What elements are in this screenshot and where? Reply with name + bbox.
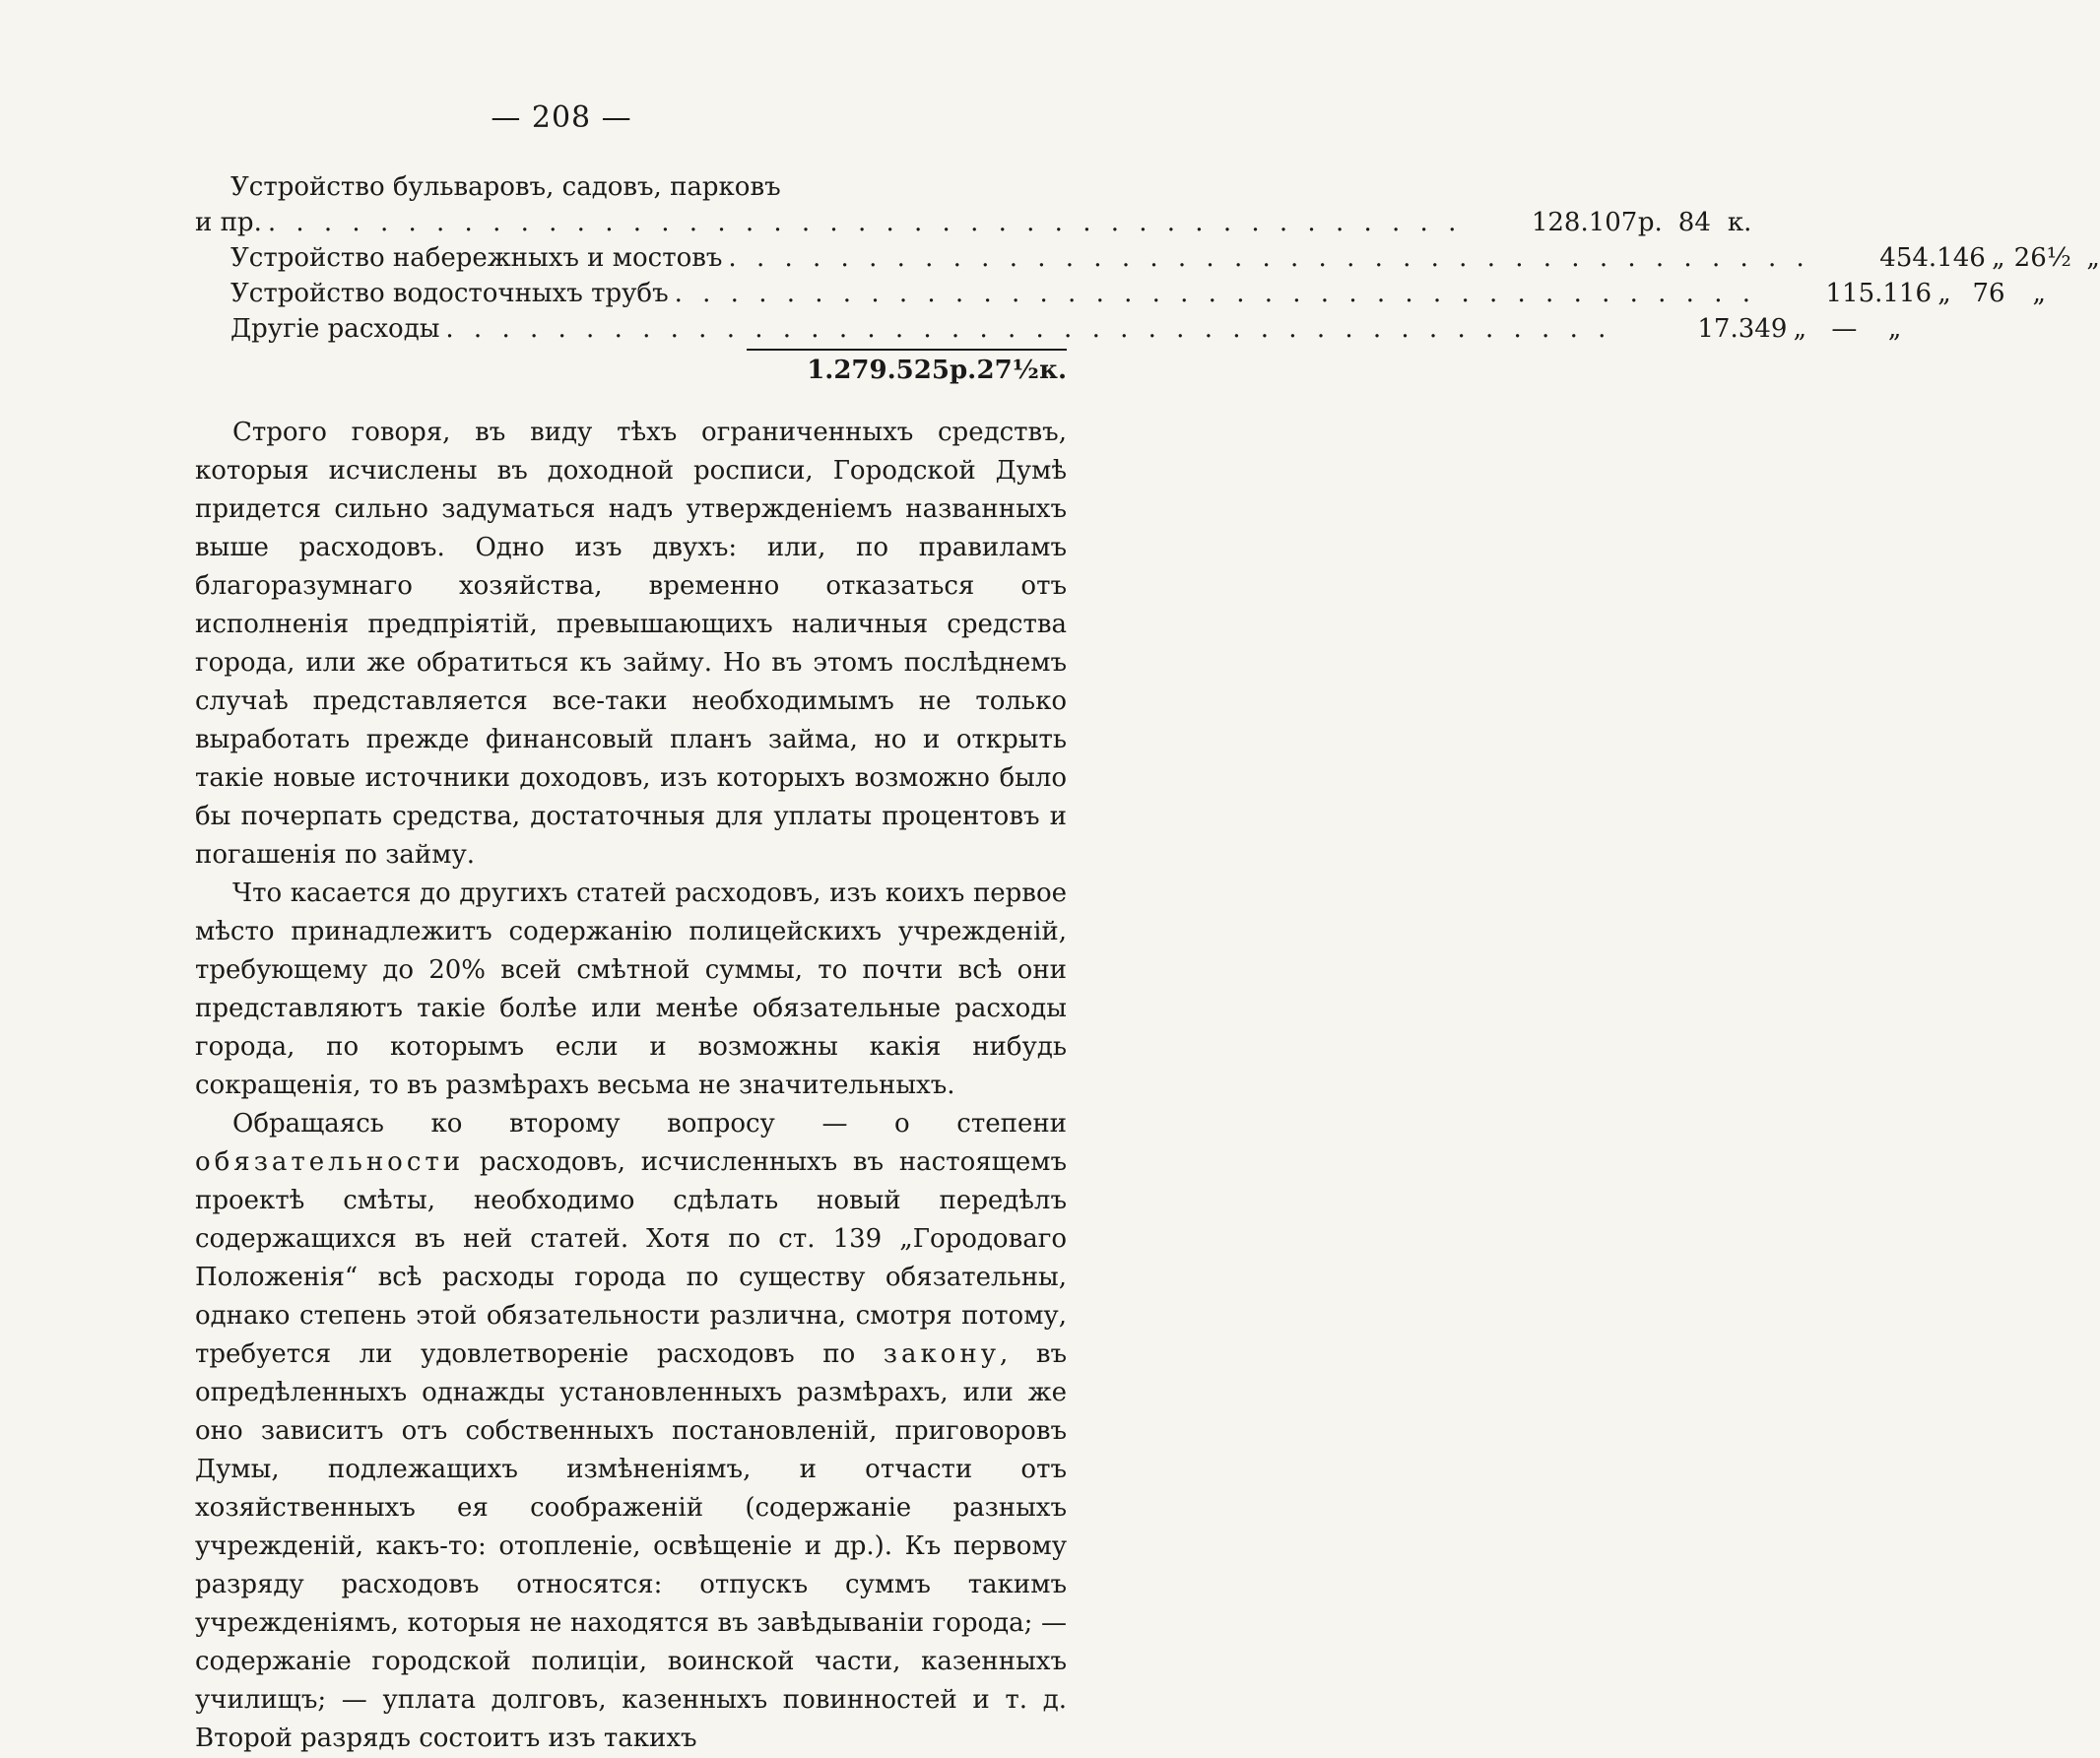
- paragraph: Что касается до другихъ статей расходовъ, изъ коихъ первое мѣсто принадлежитъ содержанію полицейскихъ учрежденій, требующему до 20% всей смѣтной суммы, то почти всѣ они представляютъ такіе болѣе или менѣе обязательные расходы города, по которымъ если и возможны какія нибудь сокращенія, то въ размѣрахъ весьма не значительныхъ.: [195, 879, 1067, 1100]
- ledger-row-label: и пр.: [195, 208, 262, 237]
- dot-leader: . . . . . . . . . . . . . . . . . . . . . . . . . . . . . . . . . . . . . . .: [674, 279, 1757, 308]
- dot-leader: . . . . . . . . . . . . . . . . . . . . . . . . . . . . . . . . . . . . . . . . . . .: [267, 208, 1463, 237]
- dot-leader: . . . . . . . . . . . . . . . . . . . . . . . . . . . . . . . . . . . . . . . . . .: [445, 314, 1612, 344]
- ledger-row-label: Другіе расходы: [230, 314, 440, 344]
- ledger-total: [195, 351, 1067, 390]
- ledger-unit: „: [1793, 314, 1807, 344]
- ledger-unit: „: [1992, 243, 2005, 273]
- ledger-row: [195, 205, 1752, 240]
- expense-ledger: [195, 169, 2100, 390]
- page-number: — 208 —: [491, 100, 632, 135]
- ledger-kopecks: 84: [1677, 208, 1711, 237]
- paragraph: [195, 1105, 1067, 1758]
- ledger-amount: 454.146: [1879, 243, 1986, 273]
- spaced-emphasis: обязательности: [195, 1147, 465, 1177]
- ledger-row: [195, 240, 2100, 276]
- ledger-amount: 17.349: [1697, 314, 1788, 344]
- ledger-row: [195, 311, 1902, 347]
- paragraph-text: расходовъ, исчисленныхъ въ настоящемъ проектѣ смѣты, необходимо сдѣлать новый передѣлъ содержащихся въ ней статей. Хотя по ст. 139 „Городоваго Положенія“ всѣ расходы города по существу обязательны, однако степень этой обязательности различна, смотря потому, требуется ли удовлетвореніе расходовъ по: [195, 1147, 1067, 1369]
- ledger-amount: 128.107: [1531, 208, 1638, 237]
- ledger-kop-unit: „: [2086, 243, 2100, 273]
- ledger-kop-unit: „: [2032, 279, 2047, 308]
- ledger-unit: р.: [1637, 208, 1663, 237]
- total-unit: р.: [949, 356, 977, 385]
- ledger-amount: 115.116: [1825, 279, 1933, 308]
- dot-leader: . . . . . . . . . . . . . . . . . . . . . . . . . . . . . . . . . . . . . . .: [728, 243, 1810, 273]
- ledger-kopecks: —: [1831, 314, 1858, 344]
- paragraph-text: , въ опредѣленныхъ однажды установленныхъ размѣрахъ, или же оно зависитъ отъ собственныхъ постановленій, приговоровъ Думы, подлежащихъ измѣненіямъ, и отчасти отъ хозяйственныхъ ея соображеній (содержаніе разныхъ учрежденій, какъ-то: отопленіе, освѣщеніе и др.). Къ первому разряду расходовъ относятся: отпускъ суммъ такимъ учрежденіямъ, которыя не находятся въ завѣдываніи города; — содержаніе городской полиціи, воинской части, казенныхъ училищъ; — уплата долговъ, казенныхъ повинностей и т. д. Второй разрядъ состоитъ изъ такихъ: [195, 1339, 1067, 1753]
- ledger-row-label: Устройство набережныхъ и мостовъ: [230, 243, 723, 273]
- paragraph: Строго говоря, въ виду тѣхъ ограниченныхъ средствъ, которыя исчислены въ доходной росписи, Городской Думѣ придется сильно задуматься надъ утвержденіемъ названныхъ выше расходовъ. Одно изъ двухъ: или, по правиламъ благоразумнаго хозяйства, временно отказаться отъ исполненія предпріятій, превышающихъ наличныя средства города, или же обратиться къ займу. Но въ этомъ послѣднемъ случаѣ представляется все-таки необходимымъ не только выработать прежде финансовый планъ займа, но и открыть такіе новые источники доходовъ, изъ которыхъ возможно было бы почерпать средства, достаточныя для уплаты процентовъ и погашенія по займу.: [195, 418, 1067, 870]
- total-amount: 1.279.525: [807, 356, 950, 385]
- spaced-emphasis: закону: [883, 1339, 1000, 1369]
- total-kopecks: 27½: [976, 356, 1039, 385]
- total-kop-unit: к.: [1039, 356, 1067, 385]
- ledger-kop-unit: к.: [1727, 208, 1752, 237]
- ledger-row: [195, 276, 2047, 311]
- ledger-kop-unit: „: [1887, 314, 1902, 344]
- ledger-row-label: Устройство водосточныхъ трубъ: [230, 279, 669, 308]
- paragraph-text: Обращаясь ко второму вопросу — о степени: [232, 1109, 1067, 1139]
- ledger-row-label-line: [195, 169, 1067, 205]
- body-text: [195, 414, 1067, 1758]
- ledger-kopecks: 76: [1972, 279, 2005, 308]
- ledger-kopecks: 26½: [2013, 243, 2071, 273]
- ledger-unit: „: [1937, 279, 1951, 308]
- ledger-row-label-first: Устройство бульваровъ, садовъ, парковъ: [230, 172, 781, 202]
